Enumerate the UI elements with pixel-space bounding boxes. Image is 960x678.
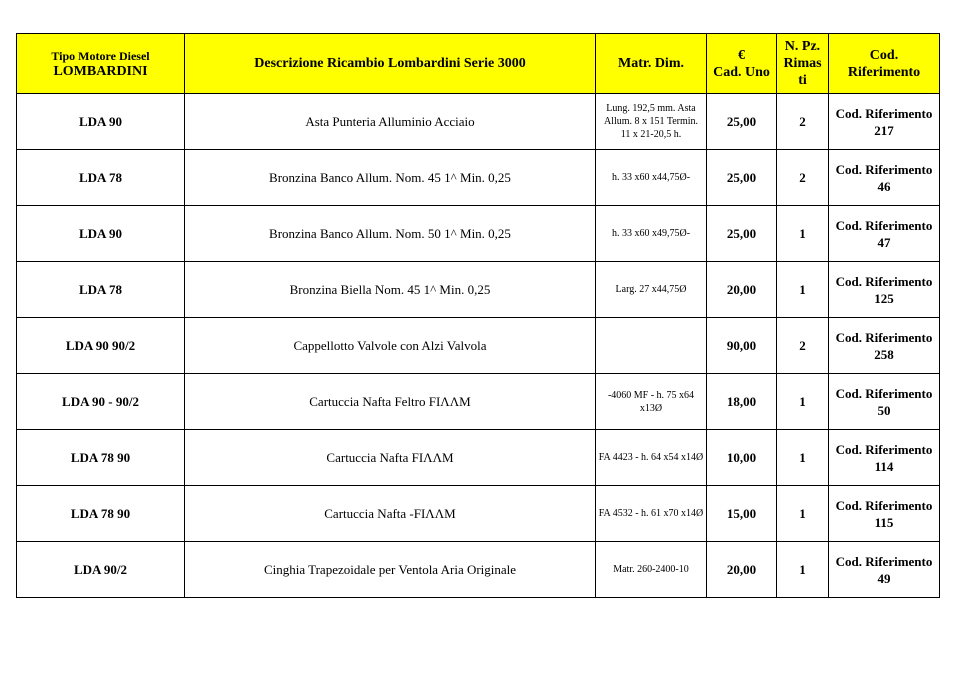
dimensions-cell: h. 33 x60 x49,75Ø- xyxy=(596,206,707,262)
header-motor-type xyxy=(17,34,185,94)
header-qty-line1: N. Pz. xyxy=(784,39,821,54)
dimensions-cell xyxy=(596,318,707,374)
dimensions-cell: h. 33 x60 x44,75Ø- xyxy=(596,150,707,206)
dimensions-cell: Lung. 192,5 mm. Asta Allum. 8 x 151 Termin. 11 x 21-20,5 h. xyxy=(596,94,707,150)
description-cell: Cartuccia Nafta Feltro FIΛΛM xyxy=(185,374,596,430)
motor-cell: LDA 78 xyxy=(17,150,185,206)
quantity-cell: 1 xyxy=(777,262,829,318)
parts-table xyxy=(16,33,940,598)
motor-cell: LDA 90/2 xyxy=(17,542,185,598)
dimensions-cell: Matr. 260-2400-10 xyxy=(596,542,707,598)
table-row xyxy=(17,486,940,542)
reference-code-cell xyxy=(829,542,940,598)
reference-code-number: 258 xyxy=(874,346,894,362)
reference-code-cell xyxy=(829,206,940,262)
reference-code-number: 49 xyxy=(877,570,891,586)
price-cell: 15,00 xyxy=(707,486,777,542)
dimensions-cell: Larg. 27 x44,75Ø xyxy=(596,262,707,318)
reference-code-label: Cod. Riferimento xyxy=(835,105,933,121)
header-price-line2: Cad. Uno xyxy=(713,64,770,80)
quantity-cell: 1 xyxy=(777,430,829,486)
quantity-cell: 2 xyxy=(777,318,829,374)
quantity-cell: 1 xyxy=(777,206,829,262)
reference-code-label: Cod. Riferimento xyxy=(835,497,933,513)
quantity-cell: 1 xyxy=(777,374,829,430)
price-cell: 25,00 xyxy=(707,94,777,150)
dimensions-cell: -4060 MF - h. 75 x64 x13Ø xyxy=(596,374,707,430)
table-row xyxy=(17,94,940,150)
reference-code-number: 217 xyxy=(874,122,894,138)
table-row xyxy=(17,150,940,206)
reference-code-label: Cod. Riferimento xyxy=(835,161,933,177)
reference-code-label: Cod. Riferimento xyxy=(835,329,933,345)
reference-code-label: Cod. Riferimento xyxy=(835,441,933,457)
reference-code-cell xyxy=(829,486,940,542)
table-row xyxy=(17,374,940,430)
description-cell: Cartuccia Nafta -FIΛΛM xyxy=(185,486,596,542)
header-quantity xyxy=(777,34,829,94)
price-cell: 18,00 xyxy=(707,374,777,430)
reference-code-cell xyxy=(829,262,940,318)
table-row xyxy=(17,206,940,262)
reference-code-cell xyxy=(829,150,940,206)
description-cell: Bronzina Banco Allum. Nom. 45 1^ Min. 0,25 xyxy=(185,150,596,206)
reference-code-number: 115 xyxy=(874,514,894,530)
reference-code-label: Cod. Riferimento xyxy=(835,273,933,289)
motor-cell: LDA 78 90 xyxy=(17,486,185,542)
description-cell: Bronzina Biella Nom. 45 1^ Min. 0,25 xyxy=(185,262,596,318)
header-qty-line3: ti xyxy=(798,73,807,88)
table-row xyxy=(17,542,940,598)
table-row xyxy=(17,430,940,486)
reference-code-label: Cod. Riferimento xyxy=(835,553,933,569)
quantity-cell: 2 xyxy=(777,150,829,206)
header-dimensions: Matr. Dim. xyxy=(596,34,707,94)
motor-cell: LDA 90 - 90/2 xyxy=(17,374,185,430)
description-cell: Asta Punteria Alluminio Acciaio xyxy=(185,94,596,150)
motor-cell: LDA 90 90/2 xyxy=(17,318,185,374)
price-cell: 25,00 xyxy=(707,206,777,262)
reference-code-cell xyxy=(829,374,940,430)
table-row xyxy=(17,262,940,318)
reference-code-number: 114 xyxy=(874,458,894,474)
reference-code-number: 46 xyxy=(877,178,891,194)
dimensions-cell: FA 4532 - h. 61 x70 x14Ø xyxy=(596,486,707,542)
quantity-cell: 2 xyxy=(777,94,829,150)
reference-code-number: 125 xyxy=(874,290,894,306)
reference-code-number: 47 xyxy=(877,234,891,250)
table-row xyxy=(17,318,940,374)
reference-code-number: 50 xyxy=(877,402,891,418)
header-motor-line1: Tipo Motore Diesel xyxy=(51,48,150,63)
header-description: Descrizione Ricambio Lombardini Serie 3000 xyxy=(185,34,596,94)
description-cell: Cappellotto Valvole con Alzi Valvola xyxy=(185,318,596,374)
header-price xyxy=(707,34,777,94)
quantity-cell: 1 xyxy=(777,542,829,598)
header-code-line1: Cod. xyxy=(869,47,899,63)
header-price-line1: € xyxy=(738,47,745,63)
description-cell: Cartuccia Nafta FIΛΛM xyxy=(185,430,596,486)
quantity-cell: 1 xyxy=(777,486,829,542)
motor-cell: LDA 90 xyxy=(17,94,185,150)
dimensions-cell: FA 4423 - h. 64 x54 x14Ø xyxy=(596,430,707,486)
header-row xyxy=(17,34,940,94)
reference-code-label: Cod. Riferimento xyxy=(835,217,933,233)
description-cell: Cinghia Trapezoidale per Ventola Aria Originale xyxy=(185,542,596,598)
price-cell: 20,00 xyxy=(707,262,777,318)
motor-cell: LDA 78 90 xyxy=(17,430,185,486)
header-qty-line2: Rimas xyxy=(783,56,822,71)
header-reference-code xyxy=(829,34,940,94)
reference-code-cell xyxy=(829,318,940,374)
reference-code-cell xyxy=(829,94,940,150)
price-cell: 20,00 xyxy=(707,542,777,598)
reference-code-cell xyxy=(829,430,940,486)
price-cell: 25,00 xyxy=(707,150,777,206)
header-motor-line2: LOMBARDINI xyxy=(53,63,148,79)
motor-cell: LDA 90 xyxy=(17,206,185,262)
reference-code-label: Cod. Riferimento xyxy=(835,385,933,401)
motor-cell: LDA 78 xyxy=(17,262,185,318)
price-cell: 90,00 xyxy=(707,318,777,374)
header-code-line2: Riferimento xyxy=(847,64,921,80)
price-cell: 10,00 xyxy=(707,430,777,486)
description-cell: Bronzina Banco Allum. Nom. 50 1^ Min. 0,25 xyxy=(185,206,596,262)
